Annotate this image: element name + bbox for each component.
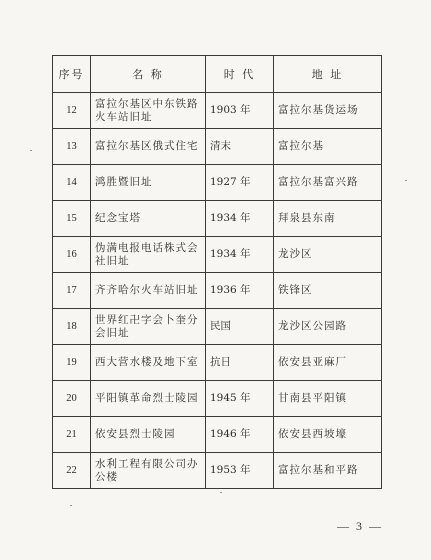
row-number: 16 — [53, 237, 91, 273]
row-number: 13 — [53, 129, 91, 165]
row-number: 15 — [53, 201, 91, 237]
table-body — [53, 93, 382, 489]
row-era: 1934 年 — [206, 201, 274, 237]
header-name: 名 称 — [91, 56, 206, 93]
heritage-sites-table — [52, 55, 382, 489]
row-number: 19 — [53, 345, 91, 381]
row-location: 铁锋区 — [274, 273, 382, 309]
row-name: 依安县烈士陵园 — [91, 417, 206, 453]
scan-speck — [30, 150, 32, 151]
table-row — [53, 201, 382, 237]
row-location: 富拉尔基富兴路 — [274, 165, 382, 201]
row-name: 世界红卍字会卜奎分会旧址 — [91, 309, 206, 345]
scan-speck — [405, 180, 407, 181]
table-row — [53, 453, 382, 489]
header-number: 序号 — [53, 56, 91, 93]
row-name: 富拉尔基区中东铁路火车站旧址 — [91, 93, 206, 129]
table-header-row — [53, 56, 382, 93]
row-era: 民国 — [206, 309, 274, 345]
row-location: 依安县亚麻厂 — [274, 345, 382, 381]
row-name: 鸿胜暨旧址 — [91, 165, 206, 201]
row-location: 拜泉县东南 — [274, 201, 382, 237]
table-row — [53, 237, 382, 273]
row-name: 水利工程有限公司办公楼 — [91, 453, 206, 489]
row-location: 富拉尔基货运场 — [274, 93, 382, 129]
row-number: 18 — [53, 309, 91, 345]
table-row — [53, 129, 382, 165]
table-row — [53, 417, 382, 453]
row-era: 1903 年 — [206, 93, 274, 129]
row-name: 富拉尔基区俄式住宅 — [91, 129, 206, 165]
row-name: 伪满电报电话株式会社旧址 — [91, 237, 206, 273]
row-name: 齐齐哈尔火车站旧址 — [91, 273, 206, 309]
row-number: 12 — [53, 93, 91, 129]
scan-speck — [70, 505, 72, 506]
scan-speck — [220, 492, 222, 493]
row-era: 1934 年 — [206, 237, 274, 273]
row-number: 21 — [53, 417, 91, 453]
row-number: 20 — [53, 381, 91, 417]
table-row — [53, 273, 382, 309]
header-era: 时 代 — [206, 56, 274, 93]
row-era: 1945 年 — [206, 381, 274, 417]
row-location: 甘南县平阳镇 — [274, 381, 382, 417]
row-era: 1946 年 — [206, 417, 274, 453]
row-era: 抗日 — [206, 345, 274, 381]
table-row — [53, 93, 382, 129]
row-location: 龙沙区公园路 — [274, 309, 382, 345]
row-number: 22 — [53, 453, 91, 489]
row-location: 富拉尔基和平路 — [274, 453, 382, 489]
row-name: 纪念宝塔 — [91, 201, 206, 237]
row-era: 1927 年 — [206, 165, 274, 201]
row-era: 1936 年 — [206, 273, 274, 309]
row-location: 龙沙区 — [274, 237, 382, 273]
row-era: 清末 — [206, 129, 274, 165]
row-location: 富拉尔基 — [274, 129, 382, 165]
table-row — [53, 309, 382, 345]
header-location: 地 址 — [274, 56, 382, 93]
row-name: 平阳镇革命烈士陵园 — [91, 381, 206, 417]
row-number: 14 — [53, 165, 91, 201]
row-name: 西大营水楼及地下室 — [91, 345, 206, 381]
page-number: — 3 — — [337, 519, 383, 533]
row-number: 17 — [53, 273, 91, 309]
table-row — [53, 345, 382, 381]
row-location: 依安县西坡壕 — [274, 417, 382, 453]
table-row — [53, 165, 382, 201]
row-era: 1953 年 — [206, 453, 274, 489]
table-row — [53, 381, 382, 417]
